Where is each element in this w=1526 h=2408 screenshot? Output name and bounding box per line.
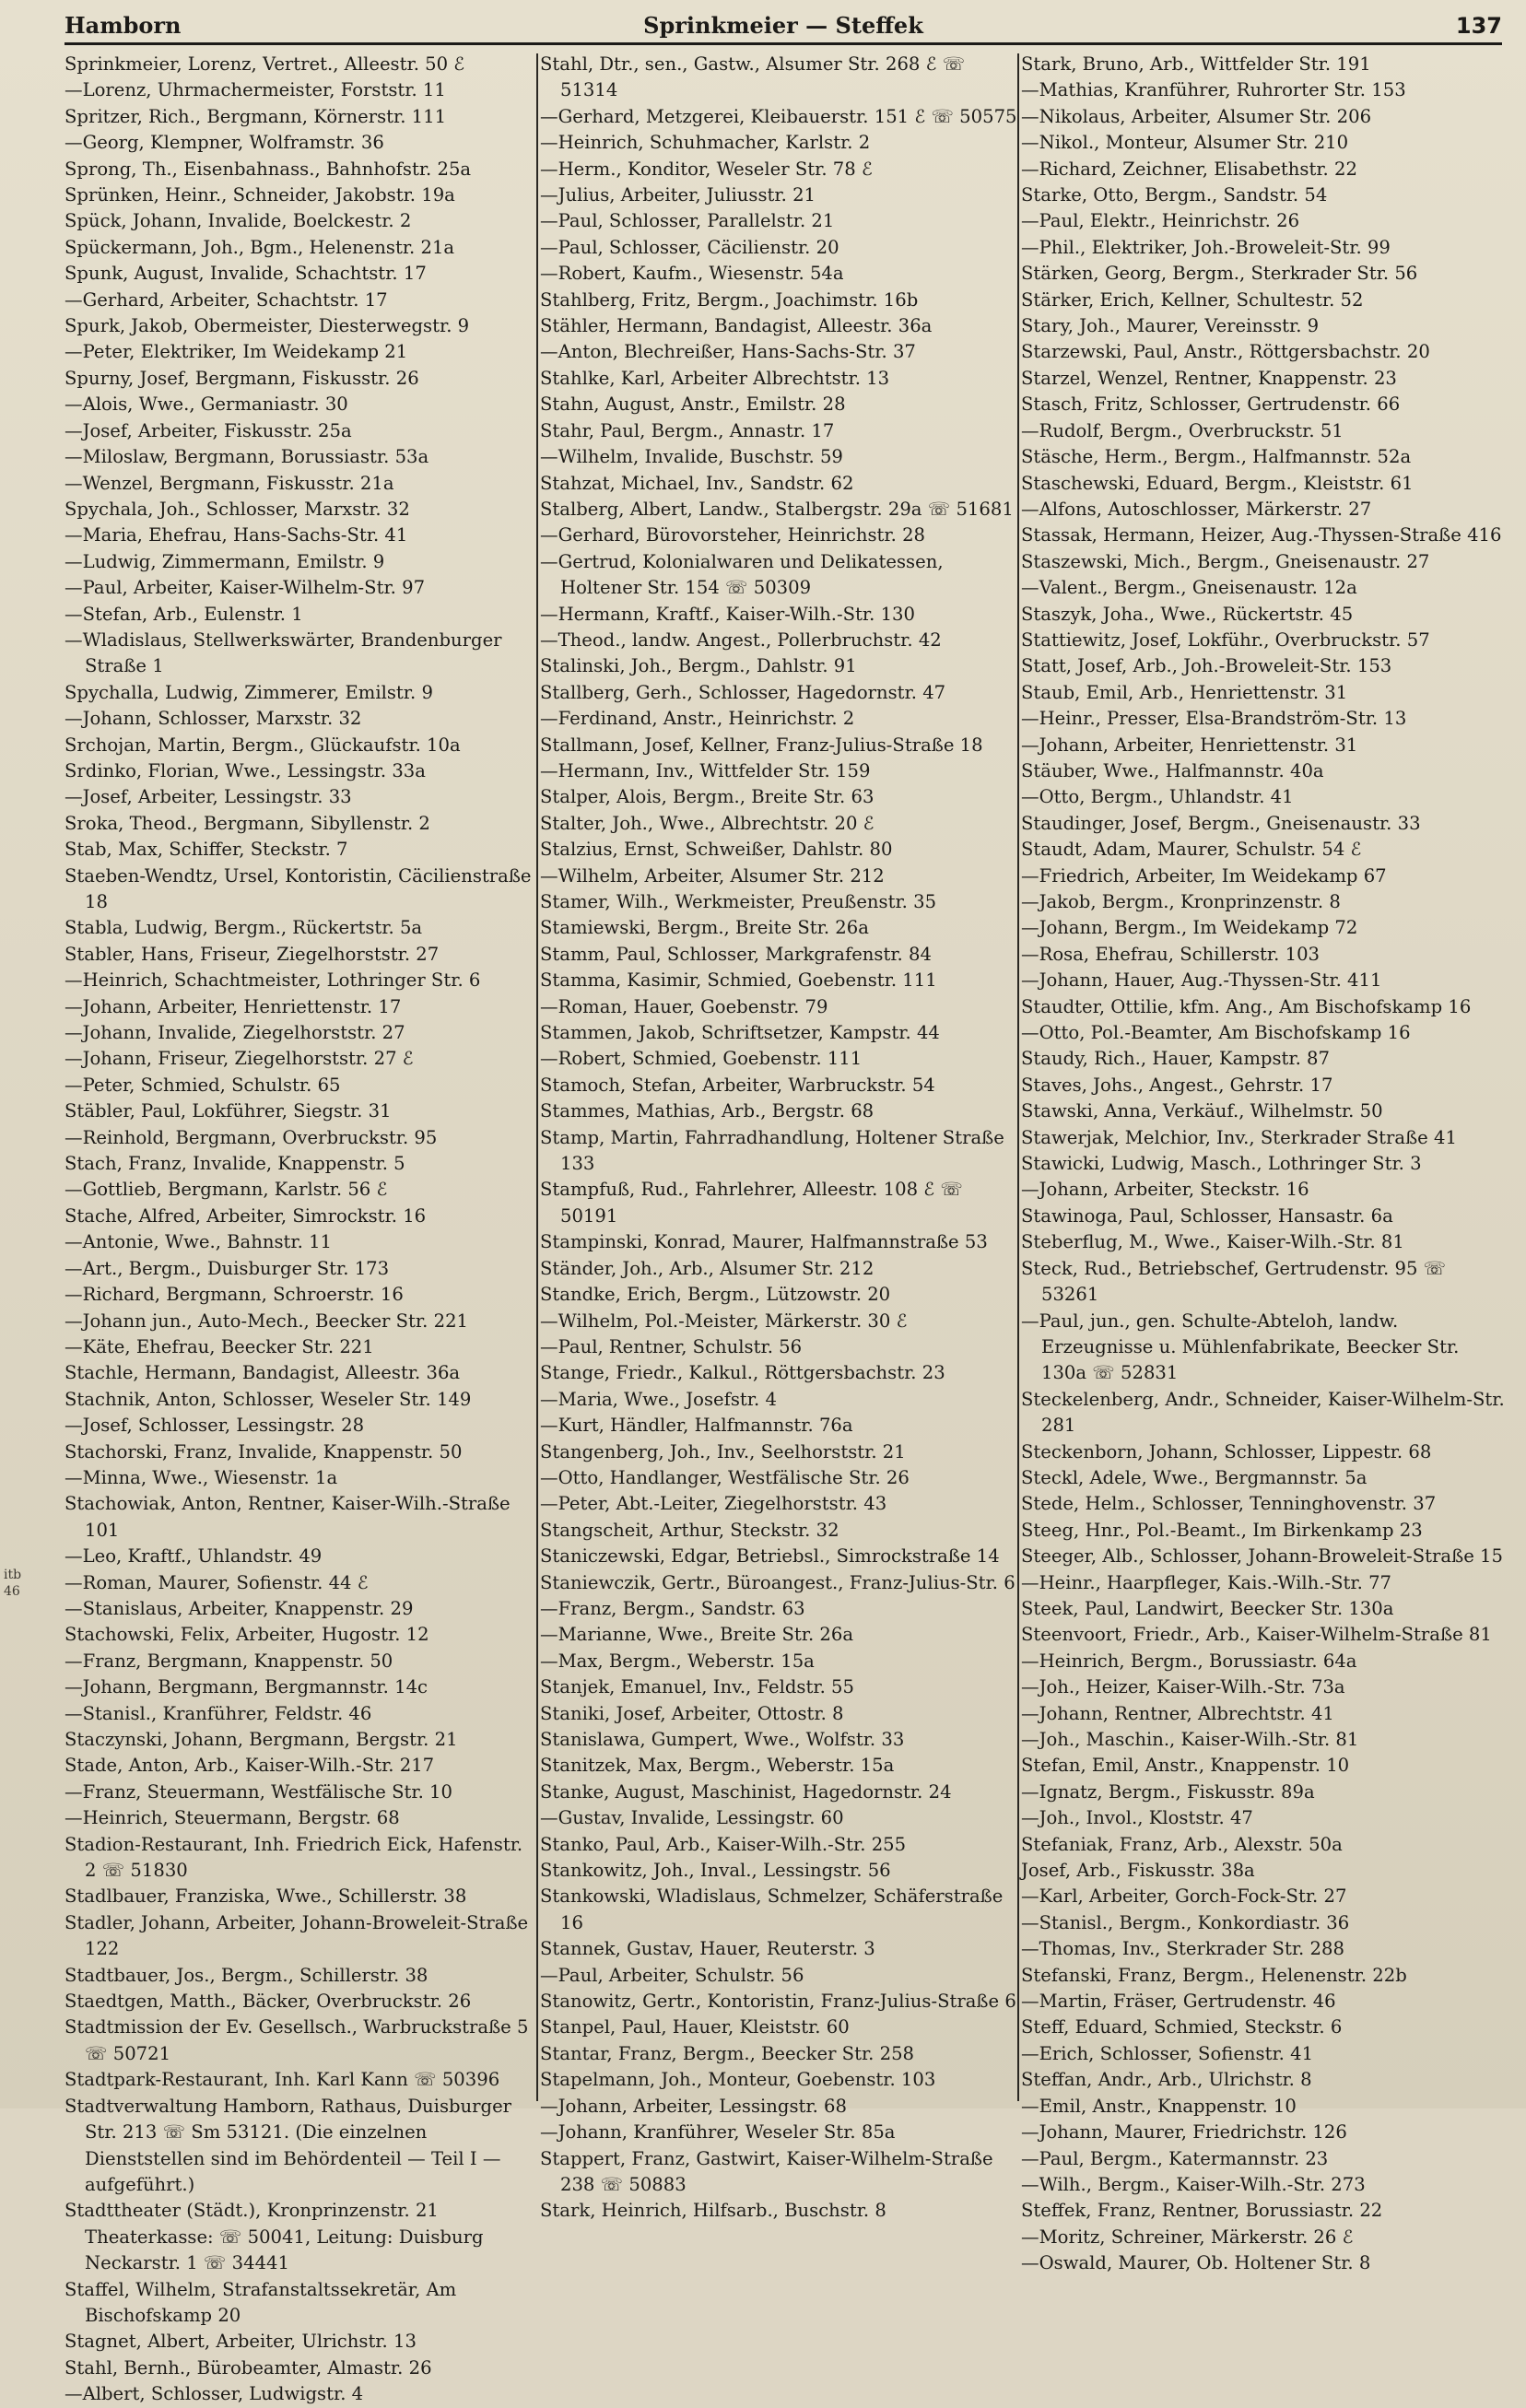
directory-entry: —Marianne, Wwe., Breite Str. 26a [540,1624,854,1646]
directory-entry: —Nikolaus, Arbeiter, Alsumer Str. 206 [1021,105,1372,127]
directory-entry: Stahzat, Michael, Inv., Sandstr. 62 [540,472,854,494]
directory-entry: Stefan, Emil, Anstr., Knappenstr. 10 [1021,1755,1350,1777]
directory-entry: —Erich, Schlosser, Sofienstr. 41 [1021,2042,1314,2064]
directory-entry: —Johann, Arbeiter, Lessingstr. 68 [540,2095,847,2117]
directory-entry: Stahr, Paul, Bergm., Annastr. 17 [540,419,835,441]
directory-entry: Stankowitz, Joh., Inval., Lessingstr. 56 [540,1860,891,1882]
directory-entry: —Heinrich, Schuhmacher, Karlstr. 2 [540,132,871,154]
directory-entry: —Gottlieb, Bergmann, Karlstr. 56 ℰ [65,1179,388,1201]
directory-entry: Stäsche, Herm., Bergm., Halfmannstr. 52a [1021,446,1412,468]
directory-entry: —Wilhelm, Pol.-Meister, Märkerstr. 30 ℰ [540,1310,908,1332]
directory-entry: Stamp, Martin, Fahrradhandlung, Holtener Straße 133 [540,1126,1004,1175]
directory-entry: Stampinski, Konrad, Maurer, Halfmannstraße 53 [540,1231,988,1253]
directory-entry: —Heinrich, Bergm., Borussiastr. 64a [1021,1650,1357,1672]
directory-entry: Stanko, Paul, Arb., Kaiser-Wilh.-Str. 255 [540,1833,907,1855]
directory-entry: Staub, Emil, Arb., Henriettenstr. 31 [1021,681,1348,703]
column-2 [540,52,1019,2222]
directory-entry: Stachnik, Anton, Schlosser, Weseler Str. 149 [65,1388,472,1410]
directory-entry: Stallmann, Josef, Kellner, Franz-Julius-Straße 18 [540,734,983,756]
directory-entry: —Wilh., Bergm., Kaiser-Wilh.-Str. 273 [1021,2173,1366,2195]
directory-entry: Steeg, Hnr., Pol.-Beamt., Im Birkenkamp 23 [1021,1519,1423,1541]
directory-entry: —Hermann, Kraftf., Kaiser-Wilh.-Str. 130 [540,603,915,625]
directory-entry: Stahlke, Karl, Arbeiter Albrechtstr. 13 [540,367,890,389]
directory-entry: Stamer, Wilh., Werkmeister, Preußenstr. 35 [540,891,937,912]
directory-entry: —Friedrich, Arbeiter, Im Weidekamp 67 [1021,864,1387,887]
directory-entry: Spychalla, Ludwig, Zimmerer, Emilstr. 9 [65,681,433,703]
directory-entry: Stammes, Mathias, Arb., Bergstr. 68 [540,1100,875,1122]
directory-entry: —Joh., Heizer, Kaiser-Wilh.-Str. 73a [1021,1676,1345,1698]
directory-entry: —Jakob, Bergm., Kronprinzenstr. 8 [1021,891,1341,912]
directory-entry: —Alois, Wwe., Germaniastr. 30 [65,394,348,416]
directory-entry: —Ferdinand, Anstr., Heinrichstr. 2 [540,708,855,730]
directory-entry: —Thomas, Inv., Sterkrader Str. 288 [1021,1938,1344,1960]
directory-entry: Stamm, Paul, Schlosser, Markgrafenstr. 84 [540,943,932,965]
directory-entry: Stab, Max, Schiffer, Steckstr. 7 [65,839,348,861]
directory-entry: —Otto, Handlanger, Westfälische Str. 26 [540,1466,910,1488]
directory-entry: —Maria, Wwe., Josefstr. 4 [540,1388,777,1410]
directory-entry: Stannek, Gustav, Hauer, Reuterstr. 3 [540,1938,875,1960]
directory-entry: —Roman, Hauer, Goebenstr. 79 [540,995,828,1017]
directory-entry: —Gerhard, Metzgerei, Kleibauerstr. 151 ℰ ☏ 50575 [540,105,1017,127]
directory-entry: Steeger, Alb., Schlosser, Johann-Broweleit-Straße 15 [1021,1545,1503,1568]
directory-entry: Stachowski, Felix, Arbeiter, Hugostr. 12 [65,1624,429,1646]
directory-entry: —Heinr., Presser, Elsa-Brandström-Str. 13 [1021,708,1407,730]
directory-entry: —Paul, Arbeiter, Kaiser-Wilhelm-Str. 97 [65,577,426,599]
directory-entry: Stampfuß, Rud., Fahrlehrer, Alleestr. 108 ℰ ☏ 50191 [540,1179,963,1227]
directory-entry: Stapelmann, Joh., Monteur, Goebenstr. 103 [540,2069,936,2091]
directory-entry: —Otto, Bergm., Uhlandstr. 41 [1021,786,1294,808]
directory-entry: Stange, Friedr., Kalkul., Röttgersbachstr. 23 [540,1362,945,1384]
directory-entry: —Julius, Arbeiter, Juliusstr. 21 [540,184,816,206]
directory-entry: —Gertrud, Kolonialwaren und Delikatessen, Holtener Str. 154 ☏ 50309 [540,550,944,599]
directory-entry: Stalzius, Ernst, Schweißer, Dahlstr. 80 [540,839,893,861]
directory-entry: —Gustav, Invalide, Lessingstr. 60 [540,1807,844,1829]
directory-entry: Stantar, Franz, Bergm., Beecker Str. 258 [540,2042,915,2064]
directory-entry: Staves, Johs., Angest., Gehrstr. 17 [1021,1074,1333,1096]
directory-entry: Stahlberg, Fritz, Bergm., Joachimstr. 16b [540,288,919,311]
directory-entry: Steffan, Andr., Arb., Ulrichstr. 8 [1021,2069,1312,2091]
directory-entry: Steff, Eduard, Schmied, Steckstr. 6 [1021,2016,1343,2038]
directory-entry: Stanpel, Paul, Hauer, Kleiststr. 60 [540,2016,850,2038]
directory-entry: Staczynski, Johann, Bergmann, Bergstr. 21 [65,1729,458,1750]
directory-entry: Steckelenberg, Andr., Schneider, Kaiser-Wilhelm-Str. 281 [1021,1388,1505,1437]
directory-entry: —Maria, Ehefrau, Hans-Sachs-Str. 41 [65,524,408,546]
directory-entry: Stankowski, Wladislaus, Schmelzer, Schäferstraße 16 [540,1885,1004,1933]
directory-entry: —Johann, Arbeiter, Henriettenstr. 17 [65,995,402,1017]
directory-entry: —Kurt, Händler, Halfmannstr. 76a [540,1415,853,1437]
directory-entry: Stawerjak, Melchior, Inv., Sterkrader Straße 41 [1021,1126,1457,1148]
directory-entry: —Paul, Schlosser, Parallelstr. 21 [540,210,835,232]
directory-entry: Spurk, Jakob, Obermeister, Diesterwegstr. 9 [65,315,470,337]
directory-entry: Srchojan, Martin, Bergm., Glückaufstr. 10a [65,734,461,756]
directory-entry: Steckenborn, Johann, Schlosser, Lippestr. 68 [1021,1440,1432,1462]
directory-entry: Stamiewski, Bergm., Breite Str. 26a [540,917,869,939]
directory-entry: Spunk, August, Invalide, Schachtstr. 17 [65,263,427,285]
directory-entry: Stäuber, Wwe., Halfmannstr. 40a [1021,759,1324,781]
directory-entry: —Stanislaus, Arbeiter, Knappenstr. 29 [65,1597,414,1619]
directory-entry: —Heinrich, Schachtmeister, Lothringer Str. 6 [65,969,481,992]
directory-entry: —Lorenz, Uhrmachermeister, Forststr. 11 [65,79,446,101]
directory-entry: —Leo, Kraftf., Uhlandstr. 49 [65,1545,323,1568]
directory-entry: —Minna, Wwe., Wiesenstr. 1a [65,1466,338,1488]
directory-entry: —Anton, Blechreißer, Hans-Sachs-Str. 37 [540,341,916,363]
directory-entry: —Johann, Schlosser, Marxstr. 32 [65,708,362,730]
directory-entry: Stärken, Georg, Bergm., Sterkrader Str. 56 [1021,263,1418,285]
directory-entry: Stadion-Restaurant, Inh. Friedrich Eick, Hafenstr. 2 ☏ 51830 [65,1833,523,1882]
directory-entry: —Otto, Pol.-Beamter, Am Bischofskamp 16 [1021,1022,1411,1044]
directory-entry: Steffek, Franz, Rentner, Borussiastr. 22 [1021,2200,1383,2222]
directory-entry: —Robert, Schmied, Goebenstr. 111 [540,1048,863,1070]
directory-entry: —Paul, jun., gen. Schulte-Abteloh, landw. Erzeugnisse u. Mühlenfabrikate, Beecker Str. 130a ☏ 52831 [1021,1310,1460,1384]
directory-entry: Staudinger, Josef, Bergm., Gneisenaustr. 33 [1021,812,1421,834]
directory-entry: —Franz, Bergm., Sandstr. 63 [540,1597,805,1619]
directory-entry: —Gerhard, Arbeiter, Schachtstr. 17 [65,288,388,311]
directory-entry: —Roman, Maurer, Sofienstr. 44 ℰ [65,1571,369,1593]
directory-entry: Stanowitz, Gertr., Kontoristin, Franz-Julius-Straße 6 [540,1991,1016,2013]
directory-entry: —Rudolf, Bergm., Overbruckstr. 51 [1021,419,1344,441]
directory-entry: —Johann jun., Auto-Mech., Beecker Str. 221 [65,1310,468,1332]
directory-entry: Statt, Josef, Arb., Joh.-Broweleit-Str. 153 [1021,655,1392,677]
directory-entry: —Peter, Schmied, Schulstr. 65 [65,1074,341,1096]
directory-entry: Stede, Helm., Schlosser, Tenninghovenstr. 37 [1021,1493,1437,1515]
column-1 [65,52,534,2405]
directory-entry: Staniczewski, Edgar, Betriebsl., Simrockstraße 14 [540,1545,1000,1568]
directory-entry: —Gerhard, Bürovorsteher, Heinrichstr. 28 [540,524,926,546]
directory-entry: Steek, Paul, Landwirt, Beecker Str. 130a [1021,1597,1394,1619]
column-3 [1021,52,1508,2274]
directory-entry: Spück, Johann, Invalide, Boelckestr. 2 [65,210,412,232]
directory-entry: Stawinoga, Paul, Schlosser, Hansastr. 6a [1021,1204,1393,1227]
directory-entry: —Albert, Schlosser, Ludwigstr. 4 [65,2383,364,2405]
directory-entry: —Johann, Arbeiter, Henriettenstr. 31 [1021,734,1358,756]
directory-entry: Stawicki, Ludwig, Masch., Lothringer Str. 3 [1021,1153,1422,1175]
directory-entry: Stahl, Bernh., Bürobeamter, Almastr. 26 [65,2356,432,2379]
directory-entry: —Heinr., Haarpfleger, Kais.-Wilh.-Str. 77 [1021,1571,1392,1593]
directory-entry: —Stefan, Arb., Eulenstr. 1 [65,603,303,625]
directory-entry: Stanislawa, Gumpert, Wwe., Wolfstr. 33 [540,1729,905,1750]
directory-entry: —Moritz, Schreiner, Märkerstr. 26 ℰ [1021,2226,1354,2248]
directory-entry: —Wilhelm, Invalide, Buschstr. 59 [540,446,843,468]
directory-entry: Stadtverwaltung Hamborn, Rathaus, Duisburger Str. 213 ☏ Sm 53121. (Die einzelnen Dienststellen sind im Behördenteil — Teil I — aufgeführt.) [65,2095,512,2195]
directory-entry: —Stanisl., Bergm., Konkordiastr. 36 [1021,1911,1350,1933]
directory-entry: Stefaniak, Franz, Arb., Alexstr. 50a [1021,1833,1343,1855]
directory-entry: Stähler, Hermann, Bandagist, Alleestr. 36a [540,315,933,337]
directory-entry: Staniki, Josef, Arbeiter, Ottostr. 8 [540,1702,844,1724]
directory-entry: Staudy, Rich., Hauer, Kampstr. 87 [1021,1048,1330,1070]
directory-entry: —Paul, Schlosser, Cäcilienstr. 20 [540,236,839,258]
directory-entry: Staedtgen, Matth., Bäcker, Overbruckstr. 26 [65,1991,472,2013]
directory-entry: —Johann, Hauer, Aug.-Thyssen-Str. 411 [1021,969,1382,992]
directory-entry: Stanke, August, Maschinist, Hagedornstr. 24 [540,1780,952,1803]
directory-entry: Staudter, Ottilie, kfm. Ang., Am Bischofskamp 16 [1021,995,1472,1017]
directory-entry: —Max, Bergm., Weberstr. 15a [540,1650,815,1672]
directory-entry: Staeben-Wendtz, Ursel, Kontoristin, Cäcilienstraße 18 [65,864,532,912]
directory-entry: —Franz, Steuermann, Westfälische Str. 10 [65,1780,452,1803]
directory-entry: Staffel, Wilhelm, Strafanstaltssekretär, Am Bischofskamp 20 [65,2278,457,2326]
page-header [65,11,1502,45]
directory-entry: Stawski, Anna, Verkäuf., Wilhelmstr. 50 [1021,1100,1383,1122]
directory-entry: —Antonie, Wwe., Bahnstr. 11 [65,1231,333,1253]
directory-entry: Steckl, Adele, Wwe., Bergmannstr. 5a [1021,1466,1368,1488]
directory-entry: Stamoch, Stefan, Arbeiter, Warbruckstr. 54 [540,1074,935,1096]
directory-entry: Steenvoort, Friedr., Arb., Kaiser-Wilhelm-Straße 81 [1021,1624,1492,1646]
directory-entry: Steck, Rud., Betriebschef, Gertrudenstr. 95 ☏ 53261 [1021,1257,1447,1306]
directory-entry: Stache, Alfred, Arbeiter, Simrockstr. 16 [65,1204,427,1227]
directory-entry: —Miloslaw, Bergmann, Borussiastr. 53a [65,446,429,468]
directory-entry: Staniewczik, Gertr., Büroangest., Franz-Julius-Str. 6 [540,1571,1015,1593]
directory-entry: Spückermann, Joh., Bgm., Helenenstr. 21a [65,236,455,258]
directory-entry: —Johann, Bergm., Im Weidekamp 72 [1021,917,1358,939]
directory-entry: —Ludwig, Zimmermann, Emilstr. 9 [65,550,385,572]
directory-entry: —Valent., Bergm., Gneisenaustr. 12a [1021,577,1357,599]
directory-entry: —Georg, Klempner, Wolframstr. 36 [65,132,384,154]
directory-entry: —Richard, Bergmann, Schroerstr. 16 [65,1284,404,1306]
directory-entry: Stäbler, Paul, Lokführer, Siegstr. 31 [65,1100,392,1122]
directory-entry: Stanitzek, Max, Bergm., Weberstr. 15a [540,1755,895,1777]
directory-entry: Stabler, Hans, Friseur, Ziegelhorststr. 27 [65,943,440,965]
directory-entry: Steberflug, M., Wwe., Kaiser-Wilh.-Str. 81 [1021,1231,1404,1253]
directory-entry: —Peter, Abt.-Leiter, Ziegelhorststr. 43 [540,1493,887,1515]
directory-entry: Spychala, Joh., Schlosser, Marxstr. 32 [65,498,410,520]
directory-entry: —Peter, Elektriker, Im Weidekamp 21 [65,341,408,363]
directory-entry: Staszyk, Joha., Wwe., Rückertstr. 45 [1021,603,1354,625]
directory-entry: —Art., Bergm., Duisburger Str. 173 [65,1257,390,1279]
page-number: 137 [1455,13,1502,39]
directory-entry: Stahl, Dtr., sen., Gastw., Alsumer Str. 268 ℰ ☏ 51314 [540,53,966,101]
directory-entry: —Wladislaus, Stellwerkswärter, Brandenburger Straße 1 [65,628,502,677]
directory-entry: —Johann, Kranführer, Weseler Str. 85a [540,2121,896,2144]
directory-entry: —Mathias, Kranführer, Ruhrorter Str. 153 [1021,79,1406,101]
directory-entry: Stasch, Fritz, Schlosser, Gertrudenstr. 66 [1021,394,1401,416]
directory-entry: Stagnet, Albert, Arbeiter, Ulrichstr. 13 [65,2331,417,2353]
directory-entry: Stadtmission der Ev. Gesellsch., Warbruckstraße 5 ☏ 50721 [65,2016,529,2064]
directory-entry: Stangenberg, Joh., Inv., Seelhorststr. 21 [540,1440,906,1462]
directory-entry: Staschewski, Eduard, Bergm., Kleiststr. 61 [1021,472,1414,494]
directory-entry: Spritzer, Rich., Bergmann, Körnerstr. 111 [65,105,447,127]
directory-entry: Stadler, Johann, Arbeiter, Johann-Broweleit-Straße 122 [65,1911,529,1960]
directory-entry: Stach, Franz, Invalide, Knappenstr. 5 [65,1153,405,1175]
directory-entry: —Wenzel, Bergmann, Fiskusstr. 21a [65,472,394,494]
directory-entry: —Alfons, Autoschlosser, Märkerstr. 27 [1021,498,1372,520]
directory-entry: —Paul, Rentner, Schulstr. 56 [540,1335,803,1357]
directory-entry: —Johann, Arbeiter, Steckstr. 16 [1021,1179,1309,1201]
directory-entry: —Richard, Zeichner, Elisabethstr. 22 [1021,158,1357,180]
directory-entry: Stärker, Erich, Kellner, Schultestr. 52 [1021,288,1364,311]
directory-entry: —Wilhelm, Arbeiter, Alsumer Str. 212 [540,864,885,887]
directory-entry: —Franz, Bergmann, Knappenstr. 50 [65,1650,393,1672]
directory-entry: —Johann, Friseur, Ziegelhorststr. 27 ℰ [65,1048,414,1070]
header-range: Sprinkmeier — Steffek [643,12,923,39]
directory-entry: Stadtpark-Restaurant, Inh. Karl Kann ☏ 50396 [65,2069,500,2091]
directory-entry: —Joh., Maschin., Kaiser-Wilh.-Str. 81 [1021,1729,1359,1750]
directory-entry: Sprünken, Heinr., Schneider, Jakobstr. 19a [65,184,455,206]
directory-entry: —Ignatz, Bergm., Fiskusstr. 89a [1021,1780,1315,1803]
directory-entry: Sprinkmeier, Lorenz, Vertret., Alleestr. 50 ℰ [65,53,465,75]
directory-entry: Staszewski, Mich., Bergm., Gneisenaustr. 27 [1021,550,1430,572]
directory-entry: Sroka, Theod., Bergmann, Sibyllenstr. 2 [65,812,430,834]
directory-entry: Stattiewitz, Josef, Lokführ., Overbruckstr. 57 [1021,628,1430,651]
directory-entry: —Oswald, Maurer, Ob. Holtener Str. 8 [1021,2252,1371,2274]
directory-entry: —Martin, Fräser, Gertrudenstr. 46 [1021,1991,1336,2013]
directory-entry: Stabla, Ludwig, Bergm., Rückertstr. 5a [65,917,423,939]
directory-entry: —Käte, Ehefrau, Beecker Str. 221 [65,1335,374,1357]
directory-entry: Stadlbauer, Franziska, Wwe., Schillerstr. 38 [65,1885,467,1908]
directory-entry: Stalper, Alois, Bergm., Breite Str. 63 [540,786,875,808]
directory-entry: Stadtbauer, Jos., Bergm., Schillerstr. 38 [65,1964,428,1986]
directory-entry: —Johann, Rentner, Albrechtstr. 41 [1021,1702,1334,1724]
directory-entry: —Robert, Kaufm., Wiesenstr. 54a [540,263,844,285]
directory-entry: Stammen, Jakob, Schriftsetzer, Kampstr. 44 [540,1022,940,1044]
directory-entry: Stalberg, Albert, Landw., Stalbergstr. 29a ☏ 51681 [540,498,1014,520]
margin-note: itb 46 [4,1568,22,1599]
directory-entry: —Johann, Maurer, Friedrichstr. 126 [1021,2121,1347,2144]
directory-entry: Sprong, Th., Eisenbahnass., Bahnhofstr. 25a [65,158,472,180]
directory-entry: Stangscheit, Arthur, Steckstr. 32 [540,1519,839,1541]
directory-entry: —Johann, Invalide, Ziegelhorststr. 27 [65,1022,405,1044]
directory-entry: Stadttheater (Städt.), Kronprinzenstr. 21 Theaterkasse: ☏ 50041, Leitung: Duisburg Neckarstr. 1 ☏ 34441 [65,2200,484,2274]
directory-entry: Spurny, Josef, Bergmann, Fiskusstr. 26 [65,367,419,389]
directory-entry: Stalter, Joh., Wwe., Albrechtstr. 20 ℰ [540,812,875,834]
directory-entry: Stassak, Hermann, Heizer, Aug.-Thyssen-Straße 416 [1021,524,1502,546]
directory-entry: Stachorski, Franz, Invalide, Knappenstr. 50 [65,1440,463,1462]
directory-entry: —Reinhold, Bergmann, Overbruckstr. 95 [65,1126,438,1148]
directory-entry: Stary, Joh., Maurer, Vereinsstr. 9 [1021,315,1320,337]
directory-entry: Stachowiak, Anton, Rentner, Kaiser-Wilh.-Straße 101 [65,1493,511,1541]
directory-entry: Stahn, August, Anstr., Emilstr. 28 [540,394,846,416]
directory-entry: —Nikol., Monteur, Alsumer Str. 210 [1021,132,1349,154]
directory-entry: Stefanski, Franz, Bergm., Helenenstr. 22b [1021,1964,1407,1986]
directory-entry: —Paul, Elektr., Heinrichstr. 26 [1021,210,1300,232]
directory-entry: Stanjek, Emanuel, Inv., Feldstr. 55 [540,1676,854,1698]
directory-entry: Starke, Otto, Bergm., Sandstr. 54 [1021,184,1328,206]
directory-entry: Stappert, Franz, Gastwirt, Kaiser-Wilhelm-Straße 238 ☏ 50883 [540,2147,993,2195]
directory-entry: Stallberg, Gerh., Schlosser, Hagedornstr. 47 [540,681,946,703]
directory-entry: —Hermann, Inv., Wittfelder Str. 159 [540,759,871,781]
directory-entry: Stalinski, Joh., Bergm., Dahlstr. 91 [540,655,857,677]
directory-entry: —Rosa, Ehefrau, Schillerstr. 103 [1021,943,1321,965]
directory-entry: —Josef, Arbeiter, Fiskusstr. 25a [65,419,352,441]
directory-entry: —Theod., landw. Angest., Pollerbruchstr. 42 [540,628,942,651]
directory-entry: Josef, Arb., Fiskusstr. 38a [1021,1860,1255,1882]
directory-entry: —Johann, Bergmann, Bergmannstr. 14c [65,1676,428,1698]
directory-entry: Stade, Anton, Arb., Kaiser-Wilh.-Str. 217 [65,1755,435,1777]
directory-entry: —Phil., Elektriker, Joh.-Broweleit-Str. 99 [1021,236,1391,258]
directory-entry: —Paul, Arbeiter, Schulstr. 56 [540,1964,804,1986]
directory-entry: —Herm., Konditor, Weseler Str. 78 ℰ [540,158,873,180]
directory-entry: Starzewski, Paul, Anstr., Röttgersbachstr. 20 [1021,341,1430,363]
directory-entry: —Stanisl., Kranführer, Feldstr. 46 [65,1702,372,1724]
header-place: Hamborn [65,12,182,39]
directory-entry: Srdinko, Florian, Wwe., Lessingstr. 33a [65,759,426,781]
directory-entry: —Karl, Arbeiter, Gorch-Fock-Str. 27 [1021,1885,1347,1908]
directory-entry: Staudt, Adam, Maurer, Schulstr. 54 ℰ [1021,839,1362,861]
directory-entry: —Heinrich, Steuermann, Bergstr. 68 [65,1807,400,1829]
directory-entry: —Josef, Arbeiter, Lessingstr. 33 [65,786,352,808]
directory-entry: Stachle, Hermann, Bandagist, Alleestr. 36a [65,1362,461,1384]
directory-entry: —Emil, Anstr., Knappenstr. 10 [1021,2095,1297,2117]
directory-entry: Starzel, Wenzel, Rentner, Knappenstr. 23 [1021,367,1397,389]
directory-entry: Ständer, Joh., Arb., Alsumer Str. 212 [540,1257,875,1279]
directory-entry: Standke, Erich, Bergm., Lützowstr. 20 [540,1284,891,1306]
directory-entry: Stark, Bruno, Arb., Wittfelder Str. 191 [1021,53,1371,75]
column-divider [536,53,538,2101]
directory-entry: —Josef, Schlosser, Lessingstr. 28 [65,1415,365,1437]
directory-entry: —Joh., Invol., Kloststr. 47 [1021,1807,1253,1829]
directory-entry: Stamma, Kasimir, Schmied, Goebenstr. 111 [540,969,937,992]
directory-entry: —Paul, Bergm., Katermannstr. 23 [1021,2147,1329,2169]
directory-entry: Stark, Heinrich, Hilfsarb., Buschstr. 8 [540,2200,886,2222]
